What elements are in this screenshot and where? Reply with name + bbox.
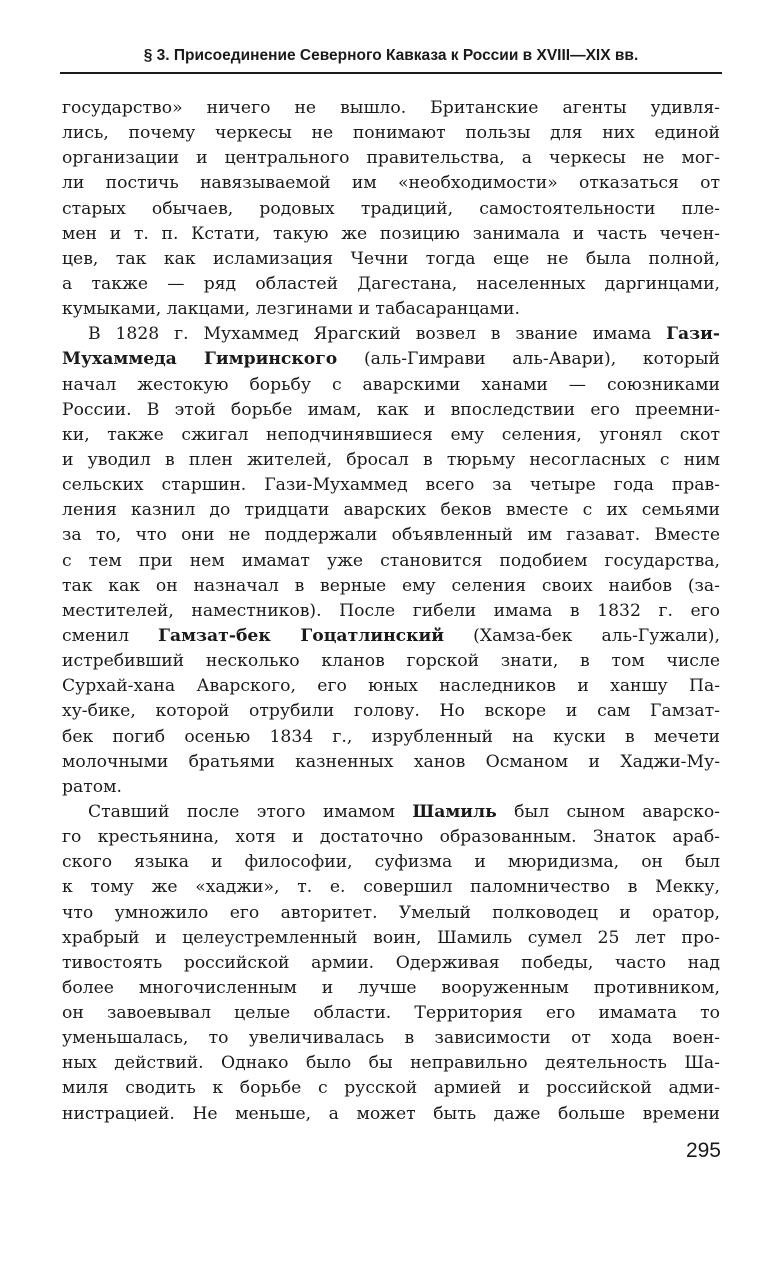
text-line: го крестьянина, хотя и достаточно образованным. Знаток араб- xyxy=(62,827,720,848)
text-line: ского языка и философии, суфизма и мюридизма, он был xyxy=(62,852,720,873)
line-segment: был сыном аварско- xyxy=(496,801,720,822)
text-line: сельских старшин. Гази-Мухаммед всего за четыре года прав- xyxy=(62,475,720,496)
text-line: начал жестокую борьбу с аварскими ханами — союзниками xyxy=(62,374,720,395)
text-line: лись, почему черкесы не понимают пользы для них единой xyxy=(62,123,720,144)
text-line: ления казнил до тридцати аварских беков вместе с их семьями xyxy=(62,500,720,521)
text-line: более многочисленным и лучше вооруженным противником, xyxy=(62,977,720,998)
bold-name: Мухаммеда Гимринского xyxy=(62,349,338,370)
text-line: истребивший несколько кланов горской знати, в том числе xyxy=(62,651,720,672)
bold-name: Гамзат-бек Гоцатлинский xyxy=(158,625,445,646)
header-rule xyxy=(60,72,722,74)
text-line: организации и центрального правительства, а черкесы не мог- xyxy=(62,148,720,169)
text-line: государство» ничего не вышло. Британские агенты удивля- xyxy=(62,98,720,118)
bold-name: Шамиль xyxy=(412,801,497,822)
running-header: § 3. Присоединение Северного Кавказа к России в XVIII—XIX вв. xyxy=(143,47,639,64)
text-line: старых обычаев, родовых традиций, самостоятельности пле- xyxy=(62,198,720,219)
text-line: что умножило его авторитет. Умелый полководец и оратор, xyxy=(62,902,720,923)
text-line: он завоевывал целые области. Территория его имамата то xyxy=(62,1003,720,1024)
text-line: ли постичь навязываемой им «необходимости» отказаться от xyxy=(62,173,720,194)
line-segment: Ставший после этого имамом xyxy=(88,801,413,822)
text-line: а также — ряд областей Дагестана, населенных даргинцами, xyxy=(62,273,720,294)
text-line: ратом. xyxy=(62,776,122,797)
text-line: Сурхай-хана Аварского, его юных наследников и ханшу Па- xyxy=(62,676,720,697)
text-line: кумыками, лакцами, лезгинами и табасаранцами. xyxy=(62,299,520,320)
body-text xyxy=(62,96,720,1127)
text-line: так как он назначал в верные ему селения своих наибов (за- xyxy=(62,575,720,596)
text-line: храбрый и целеустремленный воин, Шамиль сумел 25 лет про- xyxy=(62,927,720,948)
line-segment: (аль-Гимрави аль-Авари), который xyxy=(337,349,720,370)
line-segment: (Хамза-бек аль-Гужали), xyxy=(444,625,720,646)
text-line: тивостоять российской армии. Одерживая победы, часто над xyxy=(62,952,720,973)
text-line: местителей, наместников). После гибели имама в 1832 г. его xyxy=(62,600,720,621)
line-segment: В 1828 г. Мухаммед Ярагский возвел в звание имама xyxy=(88,324,667,345)
bold-name: Гази- xyxy=(666,324,720,345)
text-line: нистрацией. Не меньше, а может быть даже больше времени xyxy=(62,1103,720,1124)
text-line: мен и т. п. Кстати, такую же позицию занимала и часть чечен- xyxy=(62,223,720,244)
text-line: России. В этой борьбе имам, как и впоследствии его преемни- xyxy=(62,399,720,420)
text-line: бек погиб осенью 1834 г., изрубленный на куски в мечети xyxy=(62,726,720,747)
text-line: с тем при нем имамат уже становится подобием государства, xyxy=(62,550,720,571)
page-number: 295 xyxy=(685,1139,721,1162)
text-line: и уводил в плен жителей, бросал в тюрьму несогласных с ним xyxy=(62,449,720,470)
text-line: ных действий. Однако было бы неправильно деятельность Ша- xyxy=(62,1053,720,1074)
text-line xyxy=(62,347,720,372)
text-line: цев, так как исламизация Чечни тогда еще не была полной, xyxy=(62,248,720,269)
text-line: за то, что они не поддержали объявленный им газават. Вместе xyxy=(62,525,720,546)
text-line xyxy=(62,322,720,347)
text-line: к тому же «хаджи», т. е. совершил паломничество в Мекку, xyxy=(62,877,720,898)
text-line: уменьшалась, то увеличивалась в зависимости от хода воен- xyxy=(62,1028,720,1049)
line-segment: сменил xyxy=(62,625,159,646)
text-line: ху-бике, которой отрубили голову. Но вскоре и сам Гамзат- xyxy=(62,701,720,722)
text-line: ки, также сжигал неподчинявшиеся ему селения, угонял скот xyxy=(62,424,720,445)
text-line xyxy=(62,624,720,649)
text-line xyxy=(62,800,720,825)
text-line: молочными братьями казненных ханов Османом и Хаджи-Му- xyxy=(62,751,720,772)
text-line: миля сводить к борьбе с русской армией и российской адми- xyxy=(62,1078,720,1099)
